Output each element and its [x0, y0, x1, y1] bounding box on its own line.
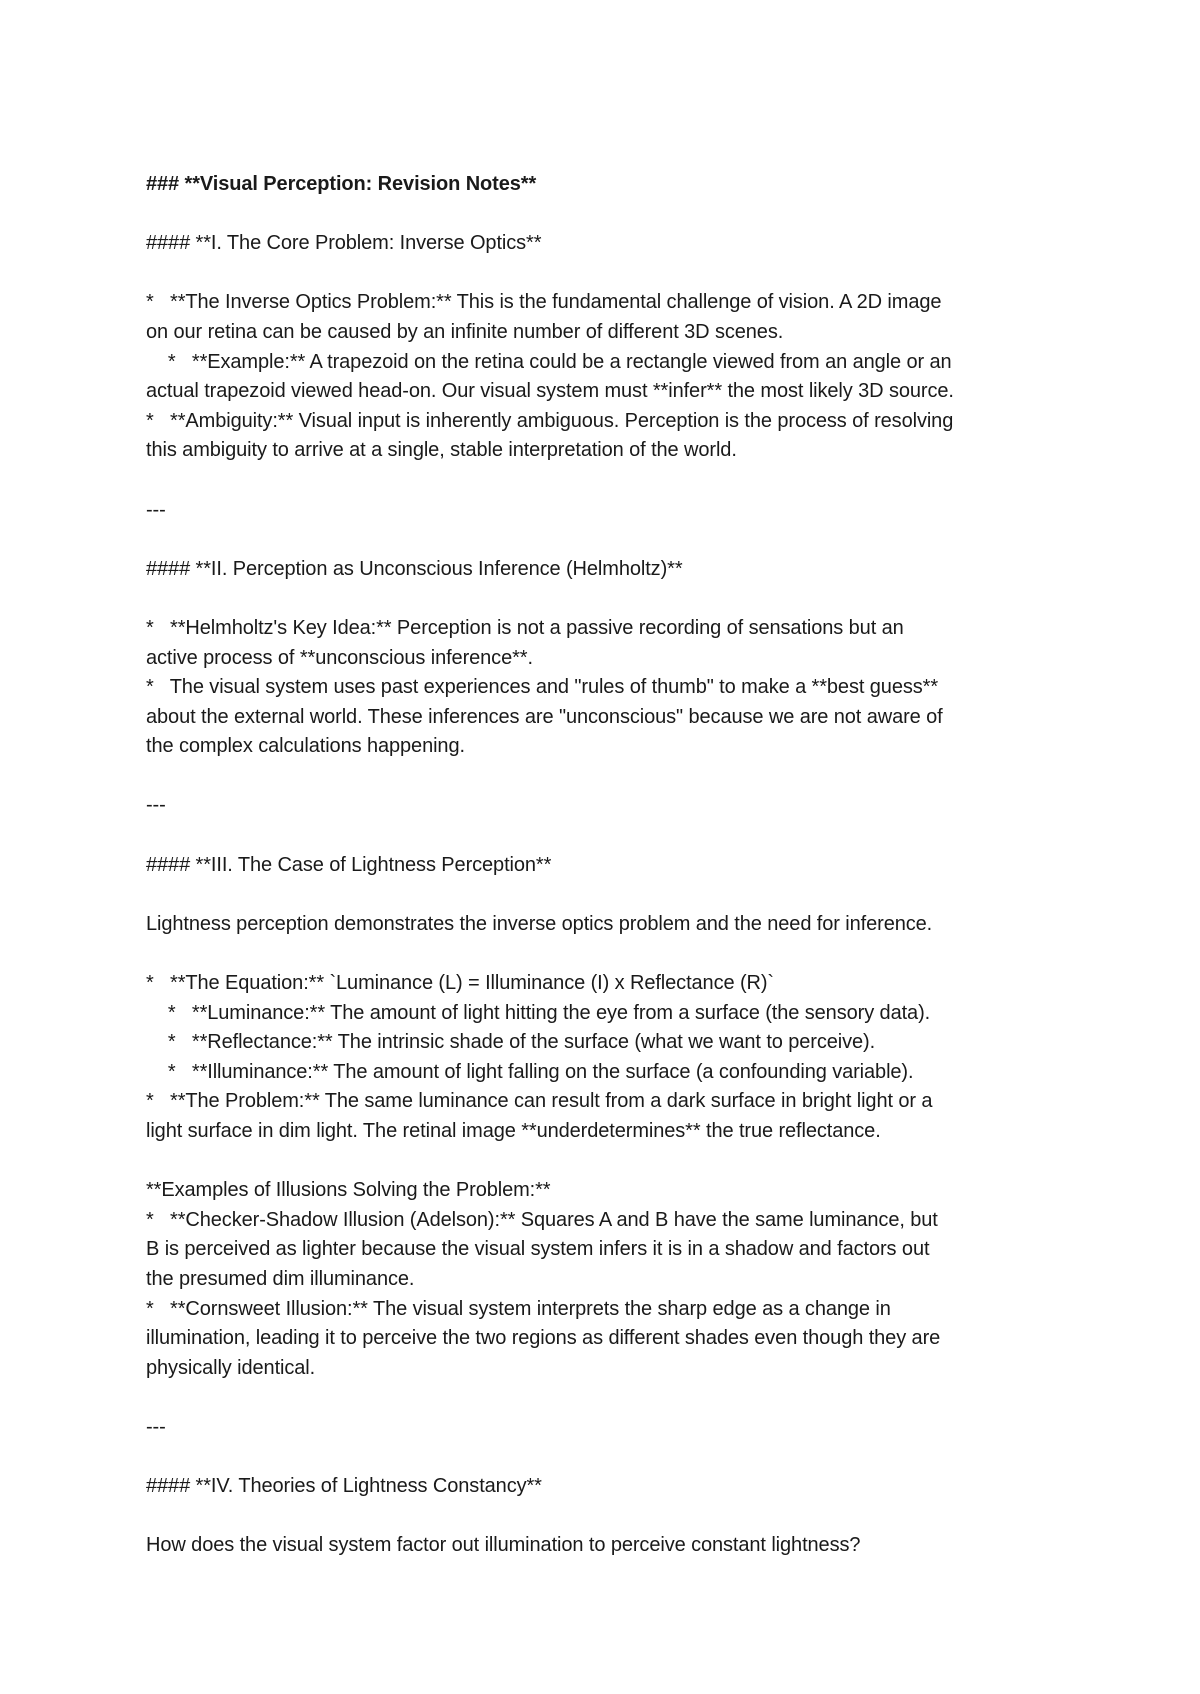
text-line: B is perceived as lighter because the visual system infers it is in a shadow and factors out [146, 1238, 930, 1261]
text-line: this ambiguity to arrive at a single, stable interpretation of the world. [146, 439, 737, 462]
document-body [146, 170, 1066, 1561]
text-line: on our retina can be caused by an infinite number of different 3D scenes. [146, 320, 784, 343]
document-title: ### **Visual Perception: Revision Notes** [146, 173, 537, 195]
text-line: about the external world. These inferences are "unconscious" because we are not aware of [146, 705, 943, 728]
blank-line [146, 466, 1066, 496]
text-line: * **The Problem:** The same luminance can result from a dark surface in bright light or a [146, 1090, 933, 1113]
text-line: light surface in dim light. The retinal image **underdetermines** the true reflectance. [146, 1120, 881, 1142]
text-line: * **The Equation:** `Luminance (L) = Illuminance (I) x Reflectance (R)` [146, 972, 774, 995]
text-line: * The visual system uses past experiences and "rules of thumb" to make a **best guess** [146, 676, 939, 699]
blank-line [146, 880, 1066, 910]
blank-line [146, 1502, 1066, 1532]
text-line: the presumed dim illuminance. [146, 1267, 415, 1290]
text-line: * **Checker-Shadow Illusion (Adelson):** Squares A and B have the same luminance, but [146, 1208, 938, 1231]
text-line: * **Example:** A trapezoid on the retina could be a rectangle viewed from an angle or an [146, 350, 952, 373]
blank-line [146, 1147, 1066, 1177]
section-heading: #### **II. Perception as Unconscious Inference (Helmholtz)** [146, 557, 683, 580]
text-line: * **Ambiguity:** Visual input is inherently ambiguous. Perception is the process of resolving [146, 409, 954, 432]
text-line: * **Luminance:** The amount of light hitting the eye from a surface (the sensory data). [146, 1001, 931, 1024]
text-line: the complex calculations happening. [146, 735, 465, 758]
blank-line [146, 200, 1066, 230]
text-line: * **Reflectance:** The intrinsic shade of the surface (what we want to perceive). [146, 1031, 876, 1054]
text-line: physically identical. [146, 1356, 316, 1379]
section-heading: #### **IV. Theories of Lightness Constancy** [146, 1475, 542, 1498]
examples-subheading: **Examples of Illusions Solving the Problem:** [146, 1179, 551, 1202]
blank-line [146, 939, 1066, 969]
section-intro: How does the visual system factor out illumination to perceive constant lightness? [146, 1534, 861, 1557]
section-heading: #### **III. The Case of Lightness Perception** [146, 853, 552, 876]
blank-line [146, 1443, 1066, 1473]
blank-line [146, 525, 1066, 555]
blank-line [146, 762, 1066, 792]
blank-line [146, 259, 1066, 289]
blank-line [146, 1383, 1066, 1413]
text-line: * **Cornsweet Illusion:** The visual system interprets the sharp edge as a change in [146, 1297, 891, 1320]
text-line: * **The Inverse Optics Problem:** This is the fundamental challenge of vision. A 2D image [146, 291, 942, 314]
section-separator: --- [146, 1415, 166, 1438]
blank-line [146, 584, 1066, 614]
section-intro: Lightness perception demonstrates the inverse optics problem and the need for inference. [146, 912, 933, 935]
text-line: * **Illuminance:** The amount of light falling on the surface (a confounding variable). [146, 1060, 914, 1083]
blank-line [146, 821, 1066, 851]
text-line: * **Helmholtz's Key Idea:** Perception is not a passive recording of sensations but an [146, 616, 904, 639]
section-heading: #### **I. The Core Problem: Inverse Optics** [146, 232, 542, 255]
text-line: illumination, leading it to perceive the two regions as different shades even though they are [146, 1327, 941, 1350]
text-line: active process of **unconscious inference**. [146, 646, 533, 669]
text-line: actual trapezoid viewed head-on. Our visual system must **infer** the most likely 3D source. [146, 380, 954, 403]
section-separator: --- [146, 498, 166, 521]
section-separator: --- [146, 794, 166, 817]
